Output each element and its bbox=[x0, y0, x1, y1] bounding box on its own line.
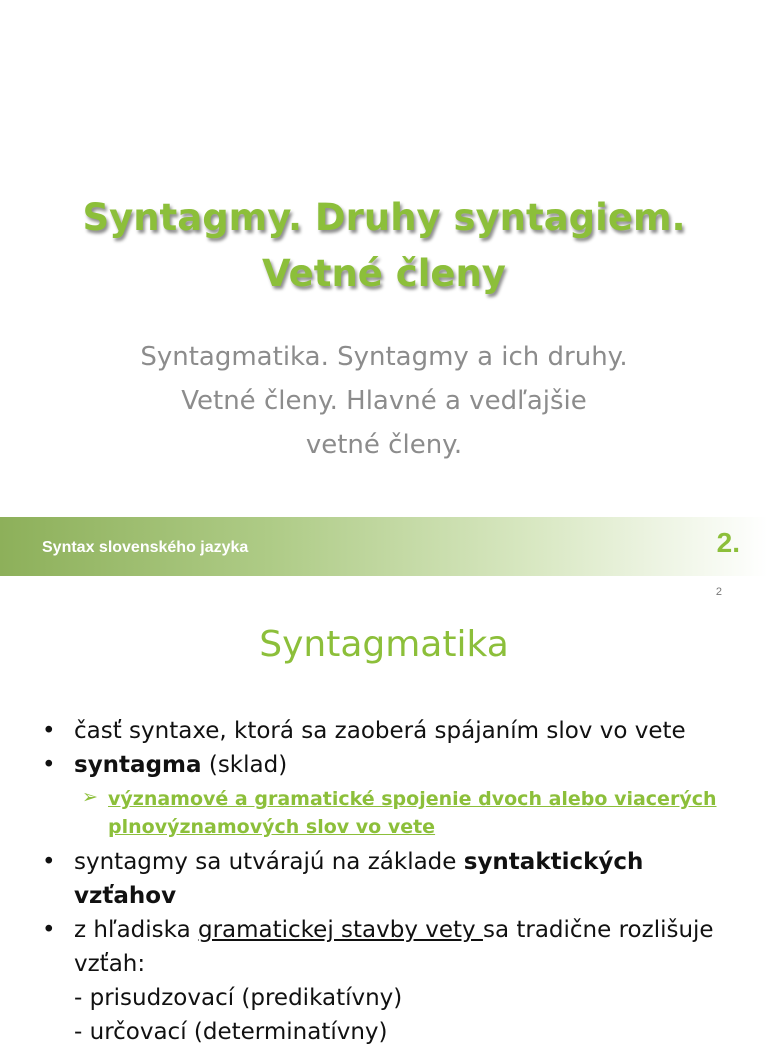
bullet-icon: • bbox=[42, 718, 56, 744]
list-item bbox=[40, 714, 740, 748]
lecture-number: 2. bbox=[716, 527, 740, 558]
slide-subtitle bbox=[110, 335, 658, 467]
list-item bbox=[40, 845, 740, 913]
sub-list-item bbox=[40, 785, 740, 841]
content-title: Syntagmatika bbox=[259, 624, 509, 665]
title-line-1: Syntagmy. Druhy syntagiem. bbox=[82, 196, 686, 239]
list-item bbox=[40, 748, 740, 782]
relation-item: - určovací (determinatívny) bbox=[74, 1019, 388, 1045]
subtitle-line-1: Syntagmatika. Syntagmy a ich druhy. bbox=[140, 342, 628, 372]
bullet-icon: • bbox=[42, 752, 56, 778]
bullet-text: syntagmy sa utvárajú na základe bbox=[74, 849, 464, 875]
bullet-text: časť syntaxe, ktorá sa zaoberá spájaním slov vo vete bbox=[74, 718, 686, 744]
footer-band bbox=[0, 517, 768, 576]
list-item bbox=[40, 913, 740, 981]
arrow-bullet-icon: ➢ bbox=[82, 786, 98, 808]
bullet-list bbox=[40, 714, 740, 1049]
bullet-icon: • bbox=[42, 849, 56, 875]
relation-item: - prisudzovací (predikatívny) bbox=[74, 985, 403, 1011]
page-number: 2 bbox=[715, 586, 722, 598]
slide-title bbox=[0, 190, 768, 302]
subtitle-line-3: vetné členy. bbox=[305, 430, 463, 460]
bullet-text: (sklad) bbox=[201, 752, 288, 778]
content-slide bbox=[0, 580, 768, 1045]
title-line-2: Vetné členy bbox=[262, 252, 506, 295]
definition-text: významové a gramatické spojenie dvoch alebo viacerých plnovýznamových slov vo vete bbox=[108, 788, 717, 838]
bullet-text: sa tradične rozlišuje vzťah: bbox=[74, 917, 714, 977]
bullet-icon: • bbox=[42, 917, 56, 943]
term-bold: syntaktických vzťahov bbox=[74, 849, 644, 909]
subtitle-line-2: Vetné členy. Hlavné a vedľajšie bbox=[181, 386, 587, 416]
underlined-term: gramatickej stavby vety bbox=[197, 917, 483, 943]
bullet-text: z hľadiska bbox=[74, 917, 198, 943]
course-label: Syntax slovenského jazyka bbox=[42, 539, 249, 556]
term-bold: syntagma bbox=[74, 752, 202, 778]
